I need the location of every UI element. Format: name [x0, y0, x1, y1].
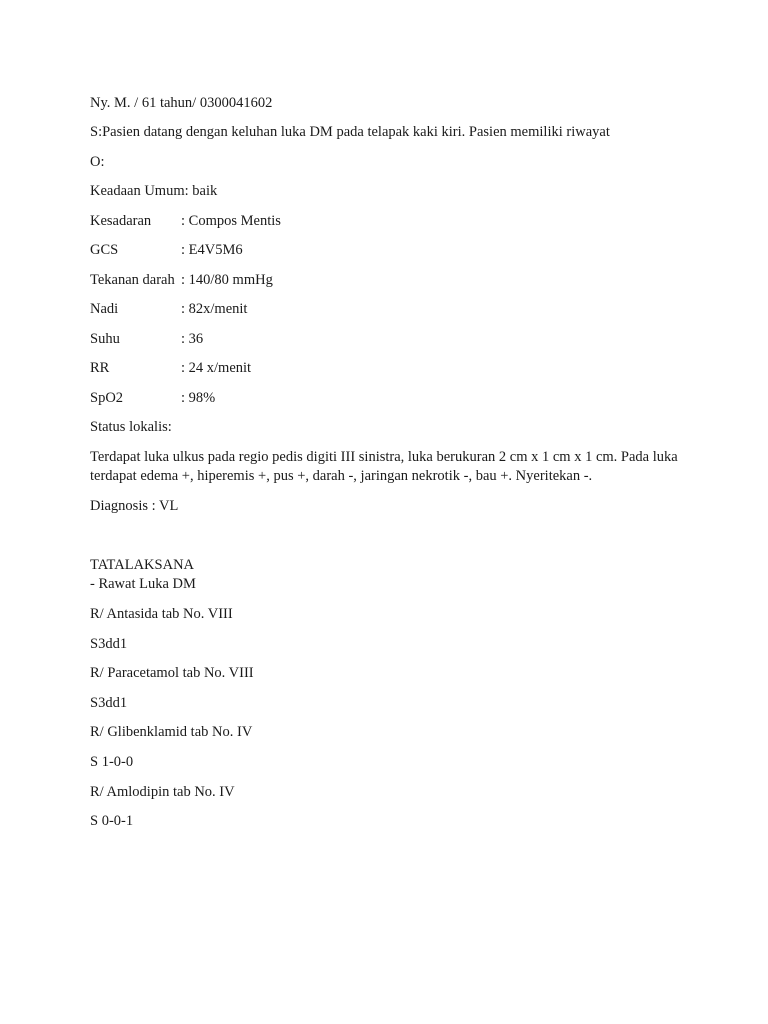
vital-label: GCS: [90, 242, 119, 258]
vital-row-nadi: [90, 300, 247, 318]
vital-value: : Compos Mentis: [181, 213, 281, 229]
prescription-drug: R/ Paracetamol tab No. VIII: [90, 665, 254, 681]
vital-row-gcs: [90, 241, 243, 259]
vital-label: Nadi: [90, 301, 119, 317]
vital-label: Kesadaran: [90, 213, 152, 229]
keadaan-umum-line: Keadaan Umum: baik: [90, 183, 218, 199]
prescription-drug: R/ Glibenklamid tab No. IV: [90, 724, 253, 740]
vital-label: RR: [90, 360, 110, 376]
patient-identity-line: Ny. M. / 61 tahun/ 0300041602: [90, 95, 273, 111]
objective-label: O:: [90, 154, 105, 170]
diagnosis-line: Diagnosis : VL: [90, 498, 179, 514]
subjective-text: S:Pasien datang dengan keluhan luka DM pada telapak kaki kiri. Pasien memiliki riwayat: [90, 124, 610, 140]
vital-row-suhu: [90, 330, 203, 348]
vital-label: SpO2: [90, 390, 124, 406]
prescription-sig: S 0-0-1: [90, 813, 134, 829]
status-lokalis-text: Terdapat luka ulkus pada regio pedis digiti III sinistra, luka berukuran 2 cm x 1 cm x 1 cm. Pada luka terdapat edema +, hiperemis +, pus +, darah -, jaringan nekrotik -, bau +. Nyeritekan -.: [90, 449, 678, 484]
vital-row-rr: [90, 359, 251, 377]
prescription-sig: S 1-0-0: [90, 754, 134, 770]
vital-value: : 36: [181, 331, 204, 347]
vital-value: : 24 x/menit: [181, 360, 252, 376]
prescription-drug: R/ Amlodipin tab No. IV: [90, 784, 235, 800]
vital-value: : 98%: [181, 390, 216, 406]
vital-value: : 82x/menit: [181, 301, 248, 317]
vital-row-spo2: [90, 389, 215, 407]
vital-value: : 140/80 mmHg: [181, 272, 273, 288]
prescription-sig: S3dd1: [90, 695, 128, 711]
prescription-sig: S3dd1: [90, 636, 128, 652]
vital-row-kesadaran: [90, 212, 281, 230]
vital-value: : E4V5M6: [181, 242, 243, 258]
prescription-drug: R/ Antasida tab No. VIII: [90, 606, 233, 622]
tatalaksana-first-item: - Rawat Luka DM: [90, 576, 196, 592]
vital-row-tekanan-darah: [90, 271, 273, 289]
vital-label: Suhu: [90, 331, 120, 347]
vital-label: Tekanan darah: [90, 272, 175, 288]
status-lokalis-label: Status lokalis:: [90, 419, 172, 435]
tatalaksana-title: TATALAKSANA: [90, 557, 195, 573]
